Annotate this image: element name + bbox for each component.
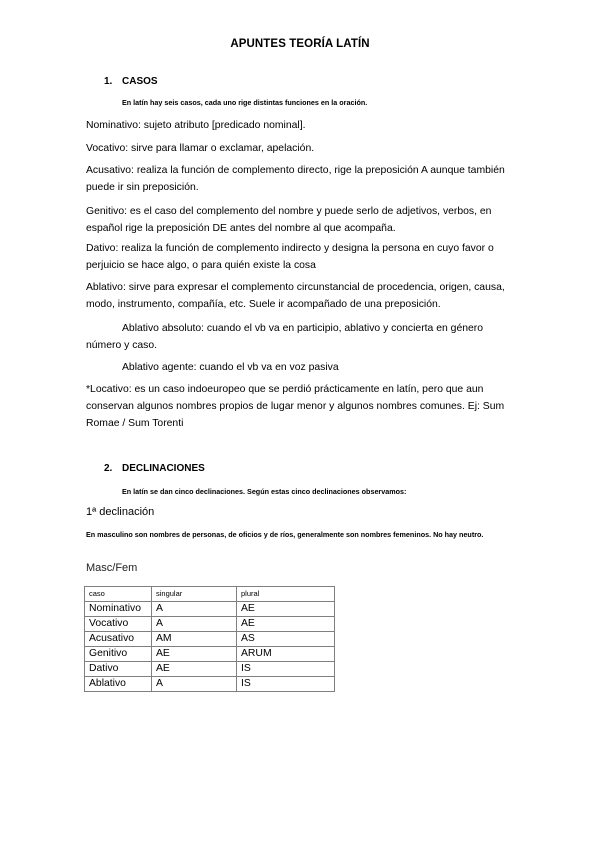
paragraph-ablativo-absoluto: Ablativo absoluto: cuando el vb va en participio, ablativo y concierta en género número y caso. xyxy=(86,323,484,351)
table-cell: A xyxy=(152,677,237,692)
table-row xyxy=(85,677,335,692)
table-cell: Nominativo xyxy=(85,602,152,617)
section-heading-declinaciones xyxy=(104,463,205,474)
header-cell: caso xyxy=(85,587,152,602)
section-number: 2. xyxy=(104,463,113,474)
paragraph-genitivo: Genitivo: es el caso del complemento del nombre y puede serlo de adjetivos, verbos, en español rige la preposición DE antes del nombre al que acompaña. xyxy=(86,206,492,234)
declension-title: 1ª declinación xyxy=(86,506,155,518)
page-title: APUNTES TEORÍA LATÍN xyxy=(230,38,370,50)
table-row xyxy=(85,647,335,662)
section-number: 1. xyxy=(104,76,113,87)
table-cell: AE xyxy=(152,647,237,662)
header-cell: plural xyxy=(237,587,335,602)
table-row xyxy=(85,632,335,647)
table-cell: A xyxy=(152,617,237,632)
paragraph-dativo: Dativo: realiza la función de complemento indirecto y designa la persona en cuyo favor o perjuicio se hace algo, o para quién existe la cosa xyxy=(86,243,494,271)
header-cell: singular xyxy=(152,587,237,602)
section-title: DECLINACIONES xyxy=(122,463,205,474)
table-cell: AM xyxy=(152,632,237,647)
paragraph-locativo: *Locativo: es un caso indoeuropeo que se perdió prácticamente en latín, pero que aun conservan algunos nombres propios de lugar menor y algunos nombres comunes. Ej: Sum Romae / Sum Torenti xyxy=(86,384,505,429)
table-cell: Dativo xyxy=(85,662,152,677)
table-cell: AE xyxy=(152,662,237,677)
table-cell: AE xyxy=(237,602,335,617)
paragraph-vocativo: Vocativo: sirve para llamar o exclamar, apelación. xyxy=(86,143,315,154)
table-cell: Vocativo xyxy=(85,617,152,632)
table-cell: Genitivo xyxy=(85,647,152,662)
table-cell: Acusativo xyxy=(85,632,152,647)
table-cell: IS xyxy=(237,677,335,692)
table-cell: A xyxy=(152,602,237,617)
paragraph-ablativo: Ablativo: sirve para expresar el complemento circunstancial de procedencia, origen, causa, modo, instrumento, compañía, etc. Suele ir acompañado de una preposición. xyxy=(86,282,505,310)
section-intro: En latín hay seis casos, cada uno rige distintas funciones en la oración. xyxy=(122,98,368,107)
table-row xyxy=(85,662,335,677)
table-label: Masc/Fem xyxy=(86,562,138,574)
section-intro: En latín se dan cinco declinaciones. Según estas cinco declinaciones observamos: xyxy=(122,487,407,496)
paragraph-nominativo: Nominativo: sujeto atributo [predicado nominal]. xyxy=(86,120,306,131)
table-header-row xyxy=(85,587,335,602)
table-cell: AS xyxy=(237,632,335,647)
table-cell: Ablativo xyxy=(85,677,152,692)
table-row xyxy=(85,617,335,632)
paragraph-ablativo-agente: Ablativo agente: cuando el vb va en voz pasiva xyxy=(122,362,339,373)
table-cell: AE xyxy=(237,617,335,632)
table-cell: IS xyxy=(237,662,335,677)
section-heading-casos xyxy=(104,76,158,87)
declension-note: En masculino son nombres de personas, de oficios y de ríos, generalmente son nombres femeninos. No hay neutro. xyxy=(86,530,484,539)
section-title: CASOS xyxy=(122,76,158,87)
declension-table xyxy=(84,586,335,692)
table-cell: ARUM xyxy=(237,647,335,662)
table-row xyxy=(85,602,335,617)
paragraph-acusativo: Acusativo: realiza la función de complemento directo, rige la preposición A aunque también puede ir sin preposición. xyxy=(86,165,505,193)
